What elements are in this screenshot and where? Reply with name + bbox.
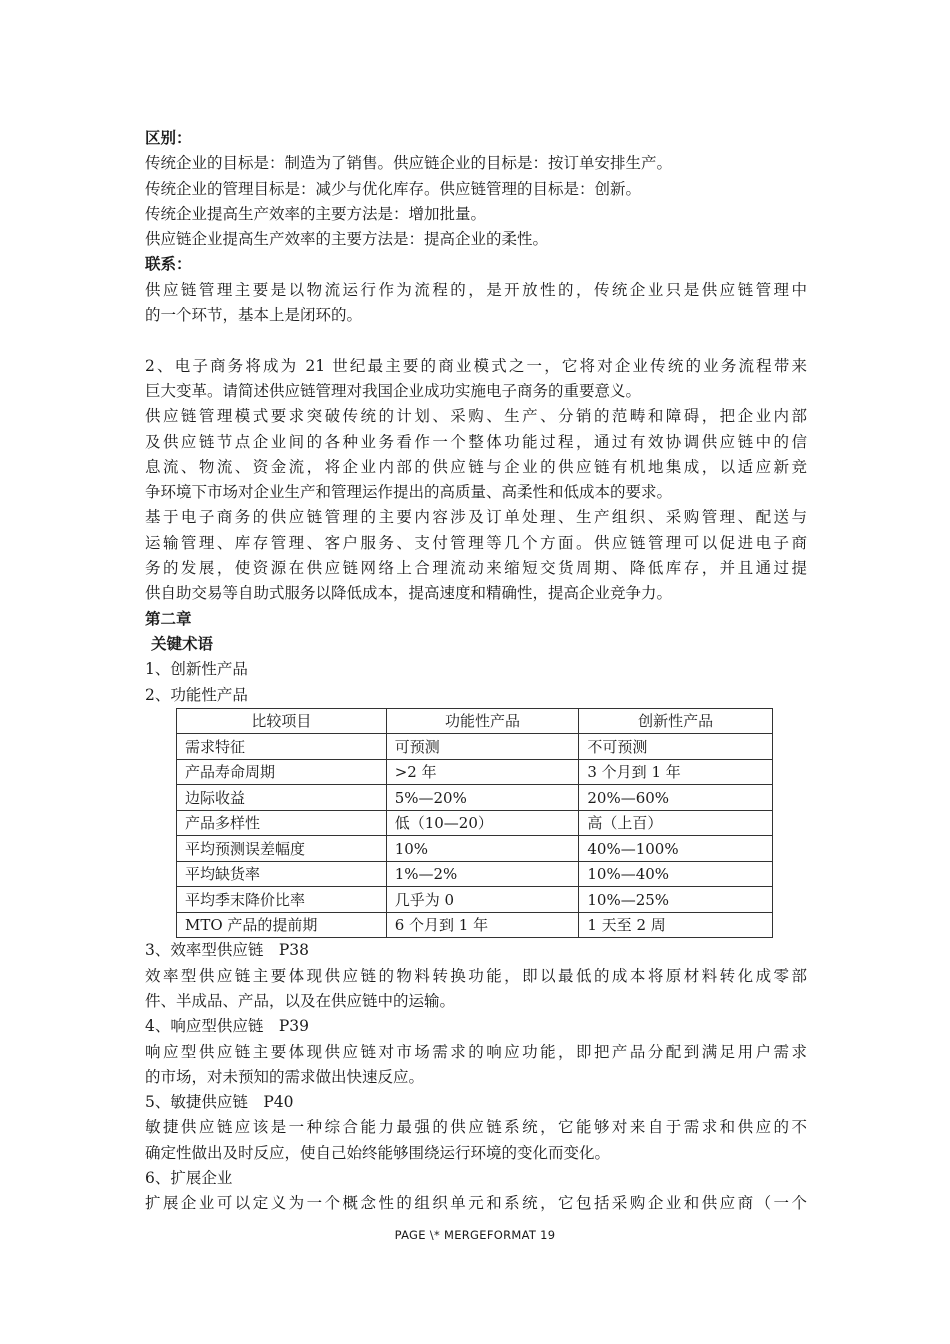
paragraph-line: 的一个环节，基本上是闭环的。 xyxy=(145,306,363,325)
paragraph-line: 确定性做出及时反应，使自己始终能够围绕运行环境的变化而变化。 xyxy=(145,1143,611,1162)
paragraph-line: 息流、物流、资金流，将企业内部的供应链与企业的供应链有机地集成，以适应新竞 xyxy=(145,457,807,476)
table-cell: 10%—25% xyxy=(579,887,773,913)
paragraph-line: 扩展企业可以定义为一个概念性的组织单元和系统，它包括采购企业和供应商（一个 xyxy=(145,1194,807,1213)
table-row xyxy=(177,887,773,913)
table-header-row xyxy=(177,708,773,734)
table-cell: >2 年 xyxy=(386,759,579,785)
paragraph-line: 传统企业提高生产效率的主要方法是：增加批量。 xyxy=(145,204,487,223)
table-cell: 20%—60% xyxy=(579,785,773,811)
term-heading: 4、响应型供应链 P39 xyxy=(145,1017,310,1036)
paragraph-line: 务的发展，使资源在供应链网络上合理流动来缩短交货周期、降低库存，并且通过提 xyxy=(145,559,807,578)
table-cell: 5%—20% xyxy=(386,785,579,811)
table-cell: 几乎为 0 xyxy=(386,887,579,913)
table-cell: 不可预测 xyxy=(579,734,773,760)
paragraph-line: 传统企业的管理目标是：减少与优化库存。供应链管理的目标是：创新。 xyxy=(145,179,642,198)
term-heading: 3、效率型供应链 P38 xyxy=(145,941,310,960)
table-cell: 平均季末降价比率 xyxy=(177,887,387,913)
paragraph-line: 供应链企业提高生产效率的主要方法是：提高企业的柔性。 xyxy=(145,230,549,249)
table-cell: 边际收益 xyxy=(177,785,387,811)
page-footer: PAGE \* MERGEFORMAT 19 xyxy=(394,1228,556,1242)
table-cell: 6 个月到 1 年 xyxy=(386,912,579,938)
term-heading: 1、创新性产品 xyxy=(145,660,248,679)
table-row xyxy=(177,734,773,760)
blank-line xyxy=(145,328,807,353)
paragraph-line: 敏捷供应链应该是一种综合能力最强的供应链系统，它能够对来自于需求和供应的不 xyxy=(145,1118,807,1137)
question-line: 2、电子商务将成为 21 世纪最主要的商业模式之一，它将对企业传统的业务流程带来 xyxy=(145,356,807,375)
paragraph-line: 的市场，对未预知的需求做出快速反应。 xyxy=(145,1067,425,1086)
term-heading: 5、敏捷供应链 P40 xyxy=(145,1093,294,1112)
paragraph-line: 基于电子商务的供应链管理的主要内容涉及订单处理、生产组织、采购管理、配送与 xyxy=(145,508,807,527)
table-cell: 10% xyxy=(386,836,579,862)
table-cell: 10%—40% xyxy=(579,861,773,887)
table-cell: 低（10—20） xyxy=(386,810,579,836)
table-header-cell: 比较项目 xyxy=(177,708,387,734)
term-heading: 2、功能性产品 xyxy=(145,685,248,704)
table-cell: 3 个月到 1 年 xyxy=(579,759,773,785)
paragraph-line: 件、半成品、产品，以及在供应链中的运输。 xyxy=(145,991,456,1010)
paragraph-line: 供自助交易等自助式服务以降低成本，提高速度和精确性，提高企业竞争力。 xyxy=(145,584,673,603)
table-cell: 平均预测误差幅度 xyxy=(177,836,387,862)
table-cell: MTO 产品的提前期 xyxy=(177,912,387,938)
table-row xyxy=(177,912,773,938)
table-cell: 产品寿命周期 xyxy=(177,759,387,785)
table-row xyxy=(177,785,773,811)
comparison-table xyxy=(176,708,773,939)
paragraph-line: 运输管理、库存管理、客户服务、支付管理等几个方面。供应链管理可以促进电子商 xyxy=(145,533,807,552)
table-row xyxy=(177,861,773,887)
chapter-subtitle: 关键术语 xyxy=(151,634,214,653)
table-cell: 40%—100% xyxy=(579,836,773,862)
paragraph-line: 传统企业的目标是：制造为了销售。供应链企业的目标是：按订单安排生产。 xyxy=(145,154,673,173)
paragraph-line: 争环境下市场对企业生产和管理运作提出的高质量、高柔性和低成本的要求。 xyxy=(145,483,673,502)
question-line: 巨大变革。请简述供应链管理对我国企业成功实施电子商务的重要意义。 xyxy=(145,381,642,400)
distinction-heading: 区别： xyxy=(145,129,192,147)
chapter-title: 第二章 xyxy=(145,609,192,628)
table-cell: 1 天至 2 周 xyxy=(579,912,773,938)
table-header-cell: 功能性产品 xyxy=(386,708,579,734)
table-header-cell: 创新性产品 xyxy=(579,708,773,734)
paragraph-line: 供应链管理主要是以物流运行作为流程的，是开放性的，传统企业只是供应链管理中 xyxy=(145,280,807,299)
term-heading: 6、扩展企业 xyxy=(145,1169,233,1187)
document-page xyxy=(145,126,807,1217)
paragraph-line: 供应链管理模式要求突破传统的计划、采购、生产、分销的范畴和障碍，把企业内部 xyxy=(145,407,807,426)
table-row xyxy=(177,810,773,836)
paragraph-line: 效率型供应链主要体现供应链的物料转换功能，即以最低的成本将原材料转化成零部 xyxy=(145,966,807,985)
table-cell: 产品多样性 xyxy=(177,810,387,836)
table-cell: 高（上百） xyxy=(579,810,773,836)
table-cell: 平均缺货率 xyxy=(177,861,387,887)
relation-heading: 联系： xyxy=(145,255,192,274)
table-cell: 需求特征 xyxy=(177,734,387,760)
paragraph-line: 及供应链节点企业间的各种业务看作一个整体功能过程，通过有效协调供应链中的信 xyxy=(145,432,807,451)
table-cell: 可预测 xyxy=(386,734,579,760)
table-row xyxy=(177,836,773,862)
table-row xyxy=(177,759,773,785)
paragraph-line: 响应型供应链主要体现供应链对市场需求的响应功能，即把产品分配到满足用户需求 xyxy=(145,1042,807,1061)
table-cell: 1%—2% xyxy=(386,861,579,887)
